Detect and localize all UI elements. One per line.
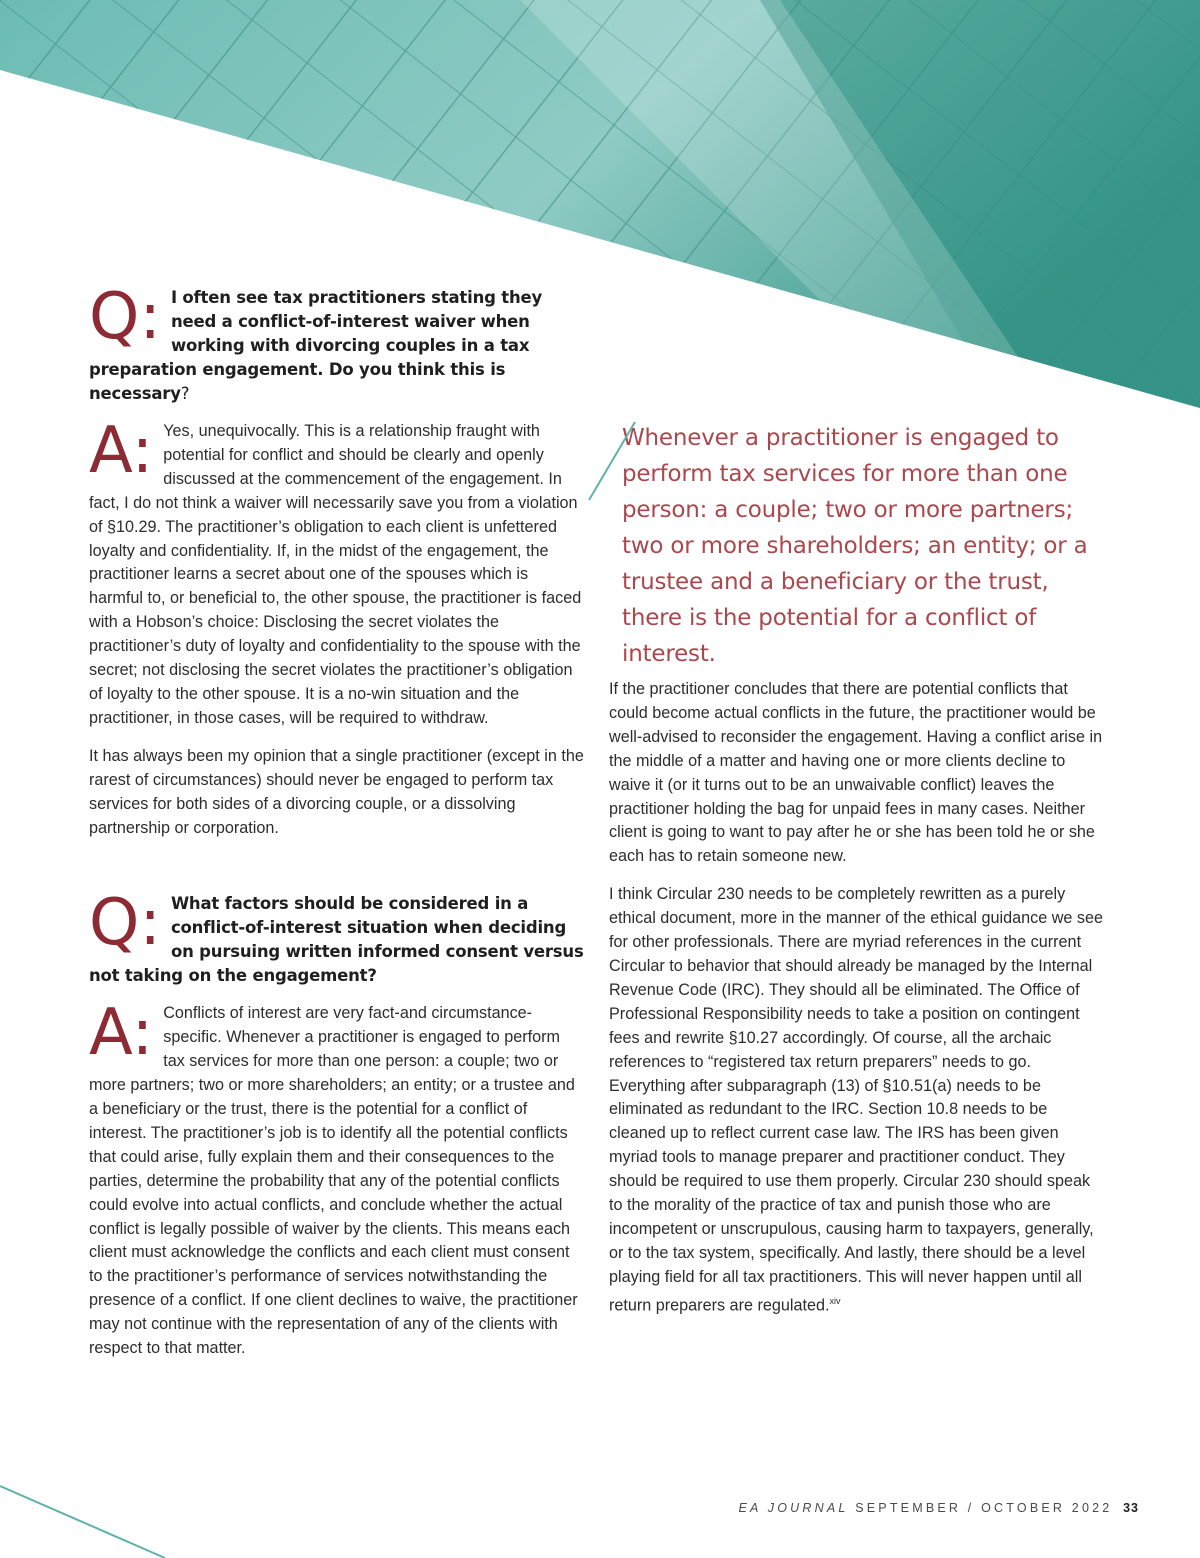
page-number: 33: [1123, 1501, 1139, 1515]
question-2: [89, 886, 584, 988]
pull-quote-slash-decoration: [585, 420, 641, 504]
a-letter: A:: [89, 414, 154, 488]
q-letter: Q:: [89, 280, 161, 354]
footnote-ref: xiv: [829, 1295, 841, 1306]
body-paragraph: If the practitioner concludes that there are potential conflicts that could become actual conflicts in the future, the practitioner would be well-advised to reconsider the engagement. Having a conflict arise in the middle of a matter and having one or more clients decline to waive it (or it turns out to be an unwaivable conflict) leaves the practitioner holding the bag for unpaid fees in many cases. Neither client is going to want to pay after he or she has been told he or she each has to retain someone new.: [609, 680, 1103, 866]
corner-decoration-line: [0, 1480, 180, 1558]
footer-journal: EA JOURNAL: [738, 1501, 849, 1515]
question-text: I often see tax practitioners stating they need a conflict-of-interest waiver when working with divorcing couples in a tax preparation engagement. Do you think this is necessary?: [89, 288, 543, 403]
question-1: [89, 280, 584, 406]
qa-block-1: [89, 280, 584, 840]
q-letter: Q:: [89, 886, 161, 961]
answer-paragraph: Conflicts of interest are very fact-and circumstance-specific. Whenever a practitioner is engaged to perform tax services for more than one person: a couple; two or more partners; two or more shareholders; an entity; or a trustee and a beneficiary or the trust, there is the potential for a conflict of interest. The practitioner’s job is to identify all the potential conflicts that could arise, fully explain them and their consequences to the parties, determine the probability that any of the potential conflicts could evolve into actual conflicts, and conclude whether the actual conflict is legally possible of waiver by the clients. This means each client must acknowledge the conflicts and each client must consent to the practitioner’s performance of services notwithstanding the presence of a conflict. If one client declines to waive, the practitioner may not continue with the representation of any of the clients with respect to that matter.: [89, 1004, 578, 1358]
qa-block-2: [89, 886, 584, 1361]
right-column: [609, 420, 1106, 1332]
answer-1: [89, 414, 584, 840]
answer-2: [89, 996, 584, 1361]
answer-paragraph: Yes, unequivocally. This is a relationship fraught with potential for conflict and should be clearly and openly discussed at the commencement of the engagement. In fact, I do not think a waiver will necessarily save you from a violation of §10.29. The practitioner’s obligation to each client is unfettered loyalty and confidentiality. If, in the midst of the engagement, the practitioner learns a secret about one of the spouses which is harmful to, or beneficial to, the other spouse, the practitioner is faced with a Hobson’s choice: Disclosing the secret violates the practitioner’s duty of loyalty and confidentiality to the spouse with the secret; not disclosing the secret violates the practitioner’s obligation of loyalty to the other spouse. It is a no-win situation and the practitioner, in those cases, will be required to withdraw.: [89, 422, 582, 727]
right-body: [609, 678, 1106, 1318]
page-footer: [739, 1501, 1140, 1515]
pull-quote-text: Whenever a practitioner is engaged to perform tax services for more than one person: a couple; two or more partners; two or more shareholders; an entity; or a trustee and a beneficiary or the trust, there is the potential for a conflict of interest.: [622, 425, 1088, 667]
pull-quote: [609, 420, 1106, 672]
question-text: What factors should be considered in a conflict-of-interest situation when deciding on pursuing written informed consent versus not taking on the engagement?: [89, 894, 584, 986]
answer-paragraph: It has always been my opinion that a single practitioner (except in the rarest of circumstances) should never be engaged to perform tax services for both sides of a divorcing couple, or a dissolving partnership or corporation.: [89, 746, 584, 837]
left-column: [89, 280, 584, 1375]
a-letter: A:: [89, 996, 154, 1071]
footer-issue: SEPTEMBER / OCTOBER 2022: [855, 1501, 1113, 1515]
body-paragraph: I think Circular 230 needs to be completely rewritten as a purely ethical document, more in the manner of the ethical guidance we see for other professionals. There are myriad references in the current Circular to behavior that should already be managed by the Internal Revenue Code (IRC). They should all be eliminated. The Office of Professional Responsibility needs to take a position on contingent fees and rewrite §10.27 accordingly. Of course, all the archaic references to “registered tax return preparers” needs to go. Everything after subparagraph (13) of §10.51(a) needs to be eliminated as redundant to the IRC. Section 10.8 needs to be cleaned up to reflect current case law. The IRS has been given myriad tools to manage preparer and practitioner conduct. They should be required to use them properly. Circular 230 should speak to the morality of the practice of tax and punish those who are incompetent or unscrupulous, causing harm to taxpayers, generally, or to the tax system, specifically. And lastly, there should be a level playing field for all tax practitioners. This will never happen until all return preparers are regulated.$^{xiv}$: [609, 885, 1104, 1315]
